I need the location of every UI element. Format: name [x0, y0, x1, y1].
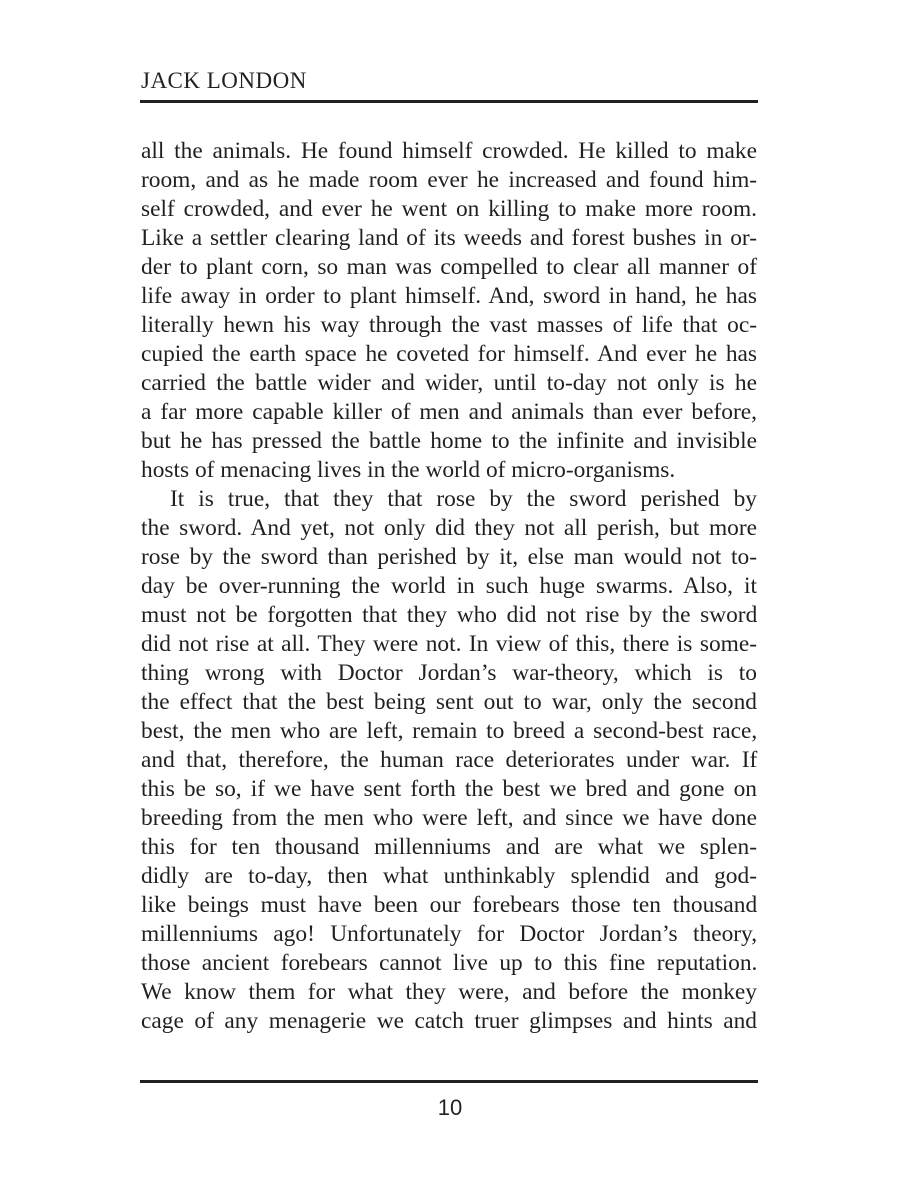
text-line: and that, therefore, the human race deteriorates under war. If	[141, 747, 758, 773]
text-line: this be so, if we have sent forth the best we bred and gone on	[141, 776, 757, 802]
text-line: life away in order to plant himself. And, sword in hand, he has	[141, 283, 757, 309]
text-line: did not rise at all. They were not. In view of this, there is some-	[141, 631, 757, 657]
text-line: cupied the earth space he coveted for himself. And ever he has	[141, 341, 757, 367]
text-line: literally hewn his way through the vast masses of life that oc-	[141, 312, 757, 338]
text-line: rose by the sword than perished by it, else man would not to-	[141, 544, 758, 570]
text-line: the effect that the best being sent out to war, only the second	[141, 689, 757, 715]
text-line: hosts of menacing lives in the world of micro-organisms.	[141, 457, 676, 483]
text-line: breeding from the men who were left, and since we have done	[141, 805, 757, 831]
text-line: millenniums ago! Unfortunately for Doctor Jordan’s theory,	[141, 921, 758, 947]
text-line: day be over-running the world in such huge swarms. Also, it	[141, 573, 757, 599]
text-line: It is true, that they that rose by the sword perished by	[170, 486, 757, 512]
paragraph-2	[141, 485, 757, 1036]
text-line: all the animals. He found himself crowded. He killed to make	[141, 138, 757, 164]
text-line: like beings must have been our forebears those ten thousand	[141, 892, 758, 918]
text-line: didly are to-day, then what unthinkably splendid and god-	[141, 863, 757, 889]
text-line: those ancient forebears cannot live up to this fine reputation.	[141, 950, 758, 976]
text-line: Like a settler clearing land of its weeds and forest bushes in or-	[141, 225, 757, 251]
running-head: JACK LONDON	[141, 68, 307, 93]
text-line: a far more capable killer of men and animals than ever before,	[141, 399, 757, 425]
text-line: der to plant corn, so man was compelled to clear all manner of	[141, 254, 757, 280]
text-line: best, the men who are left, remain to breed a second-best race,	[141, 718, 758, 744]
text-line: the sword. And yet, not only did they not all perish, but more	[141, 515, 758, 541]
paragraph-1	[141, 137, 757, 485]
page-number: 10	[437, 1095, 463, 1120]
text-line: but he has pressed the battle home to the infinite and invisible	[141, 428, 757, 454]
text-line: this for ten thousand millenniums and are what we splen-	[141, 834, 757, 860]
header-rule	[140, 100, 758, 103]
footer-rule	[140, 1080, 758, 1083]
text-line: carried the battle wider and wider, until to-day not only is he	[141, 370, 757, 396]
text-line: cage of any menagerie we catch truer glimpses and hints and	[141, 1008, 757, 1034]
text-line: must not be forgotten that they who did not rise by the sword	[141, 602, 758, 628]
text-line: thing wrong with Doctor Jordan’s war-theory, which is to	[141, 660, 757, 686]
body-text	[141, 137, 757, 1036]
text-line: room, and as he made room ever he increased and found him-	[141, 167, 758, 193]
text-line: self crowded, and ever he went on killing to make more room.	[141, 196, 757, 222]
text-line: We know them for what they were, and before the monkey	[141, 979, 757, 1005]
